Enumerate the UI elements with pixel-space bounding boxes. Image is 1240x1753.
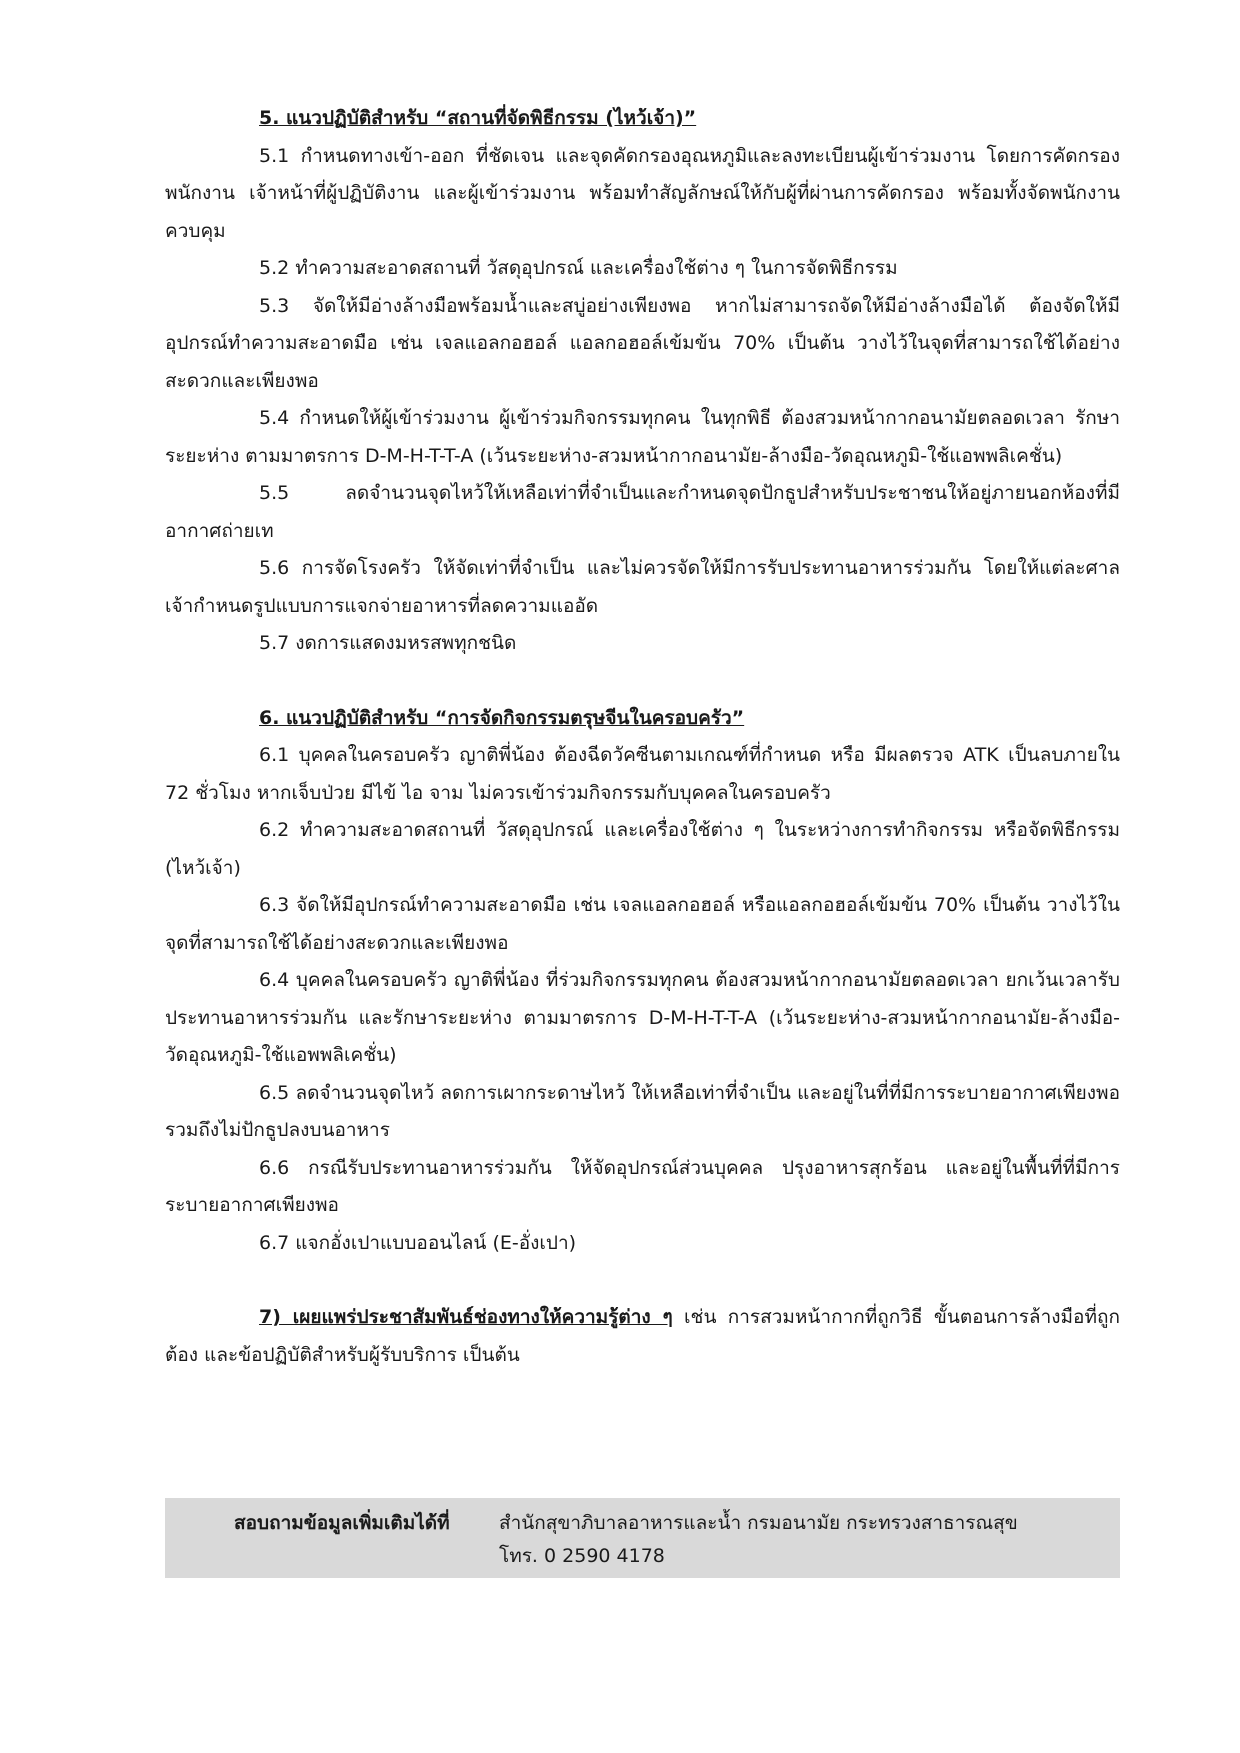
contact-box: [165, 1498, 1120, 1578]
item-5-2: 5.2 ทำความสะอาดสถานที่ วัสดุอุปกรณ์ และเครื่องใช้ต่าง ๆ ในการจัดพิธีกรรม: [259, 257, 898, 279]
contact-organization: สำนักสุขาภิบาลอาหารและน้ำ กรมอนามัย กระทรวงสาธารณสุข: [499, 1512, 1018, 1534]
item-5-1: 5.1 กำหนดทางเข้า-ออก ที่ชัดเจน และจุดคัดกรองอุณหภูมิและลงทะเบียนผู้เข้าร่วมงาน โดยการคัดกรองพนักงาน เจ้าหน้าที่ผู้ปฏิบัติงาน และผู้เข้าร่วมงาน พร้อมทำสัญลักษณ์ให้กับผู้ที่ผ่านการคัดกรอง พร้อมทั้งจัดพนักงานควบคุม: [165, 144, 1120, 242]
section-6-heading: 6. แนวปฏิบัติสำหรับ “การจัดกิจกรรมตรุษจีนในครอบครัว”: [259, 706, 745, 729]
section-5-heading: 5. แนวปฏิบัติสำหรับ “สถานที่จัดพิธีกรรม (ไหว้เจ้า)”: [259, 107, 697, 129]
section-spacer: [165, 1262, 1120, 1299]
section-7-paragraph: [165, 1299, 1120, 1374]
document-body: [165, 100, 1120, 1374]
item-6-3: 6.3 จัดให้มีอุปกรณ์ทำความสะอาดมือ เช่น เจลแอลกอฮอล์ หรือแอลกอฮอล์เข้มข้น 70% เป็นต้น วางไว้ในจุดที่สามารถใช้ได้อย่างสะดวกและเพียงพอ: [165, 894, 1120, 954]
item-6-6: 6.6 กรณีรับประทานอาหารร่วมกัน ให้จัดอุปกรณ์ส่วนบุคคล ปรุงอาหารสุกร้อน และอยู่ในพื้นที่ที่มีการระบายอากาศเพียงพอ: [165, 1156, 1120, 1216]
item-6-4: 6.4 บุคคลในครอบครัว ญาติพี่น้อง ที่ร่วมกิจกรรมทุกคน ต้องสวมหน้ากากอนามัยตลอดเวลา ยกเว้นเวลารับประทานอาหารร่วมกัน และรักษาระยะห่าง ตามมาตรการ D-M-H-T-T-A (เว้นระยะห่าง-สวมหน้ากากอนามัย-ล้างมือ-วัดอุณหภูมิ-ใช้แอพพลิเคชั่น): [165, 969, 1120, 1066]
item-5-5: 5.5 ลดจำนวนจุดไหว้ให้เหลือเท่าที่จำเป็นและกำหนดจุดปักธูปสำหรับประชาชนให้อยู่ภายนอกห้องที่มีอากาศถ่ายเท: [165, 482, 1120, 542]
item-5-4: 5.4 กำหนดให้ผู้เข้าร่วมงาน ผู้เข้าร่วมกิจกรรมทุกคน ในทุกพิธี ต้องสวมหน้ากากอนามัยตลอดเวลา รักษาระยะห่าง ตามมาตรการ D-M-H-T-T-A (เว้นระยะห่าง-สวมหน้ากากอนามัย-ล้างมือ-วัดอุณหภูมิ-ใช้แอพพลิเคชั่น): [165, 407, 1120, 467]
section-7-text: เช่น การสวมหน้ากากที่ถูกวิธี ขั้นตอนการล้างมือที่ถูกต้อง และข้อปฏิบัติสำหรับผู้รับบริการ เป็นต้น: [165, 1306, 1120, 1366]
contact-label: สอบถามข้อมูลเพิ่มเติมได้ที่: [234, 1512, 450, 1534]
item-5-3: 5.3 จัดให้มีอ่างล้างมือพร้อมน้ำและสบู่อย่างเพียงพอ หากไม่สามารถจัดให้มีอ่างล้างมือได้ ต้องจัดให้มีอุปกรณ์ทำความสะอาดมือ เช่น เจลแอลกอฮอล์ แอลกอฮอล์เข้มข้น 70% เป็นต้น วางไว้ในจุดที่สามารถใช้ได้อย่างสะดวกและเพียงพอ: [165, 294, 1120, 392]
item-6-7: 6.7 แจกอั่งเปาแบบออนไลน์ (E-อั่งเปา): [259, 1231, 577, 1254]
item-6-5: 6.5 ลดจำนวนจุดไหว้ ลดการเผากระดาษไหว้ ให้เหลือเท่าที่จำเป็น และอยู่ในที่ที่มีการระบายอากาศเพียงพอ รวมถึงไม่ปักธูปลงบนอาหาร: [165, 1081, 1120, 1141]
section-spacer: [165, 663, 1120, 700]
item-6-1: 6.1 บุคคลในครอบครัว ญาติพี่น้อง ต้องฉีดวัคซีนตามเกณฑ์ที่กำหนด หรือ มีผลตรวจ ATK เป็นลบภายใน 72 ชั่วโมง หากเจ็บป่วย มีไข้ ไอ จาม ไม่ควรเข้าร่วมกิจกรรมกับบุคคลในครอบครัว: [165, 744, 1120, 804]
item-5-7: 5.7 งดการแสดงมหรสพทุกชนิด: [259, 632, 517, 654]
contact-phone: โทร. 0 2590 4178: [499, 1545, 665, 1567]
item-5-6: 5.6 การจัดโรงครัว ให้จัดเท่าที่จำเป็น และไม่ควรจัดให้มีการรับประทานอาหารร่วมกัน โดยให้แต่ละศาลเจ้ากำหนดรูปแบบการแจกจ่ายอาหารที่ลดความแออัด: [165, 557, 1120, 617]
section-7-heading: 7) เผยแพร่ประชาสัมพันธ์ช่องทางให้ความรู้ต่าง ๆ: [259, 1306, 673, 1328]
item-6-2: 6.2 ทำความสะอาดสถานที่ วัสดุอุปกรณ์ และเครื่องใช้ต่าง ๆ ในระหว่างการทำกิจกรรม หรือจัดพิธีกรรม (ไหว้เจ้า): [165, 819, 1120, 879]
